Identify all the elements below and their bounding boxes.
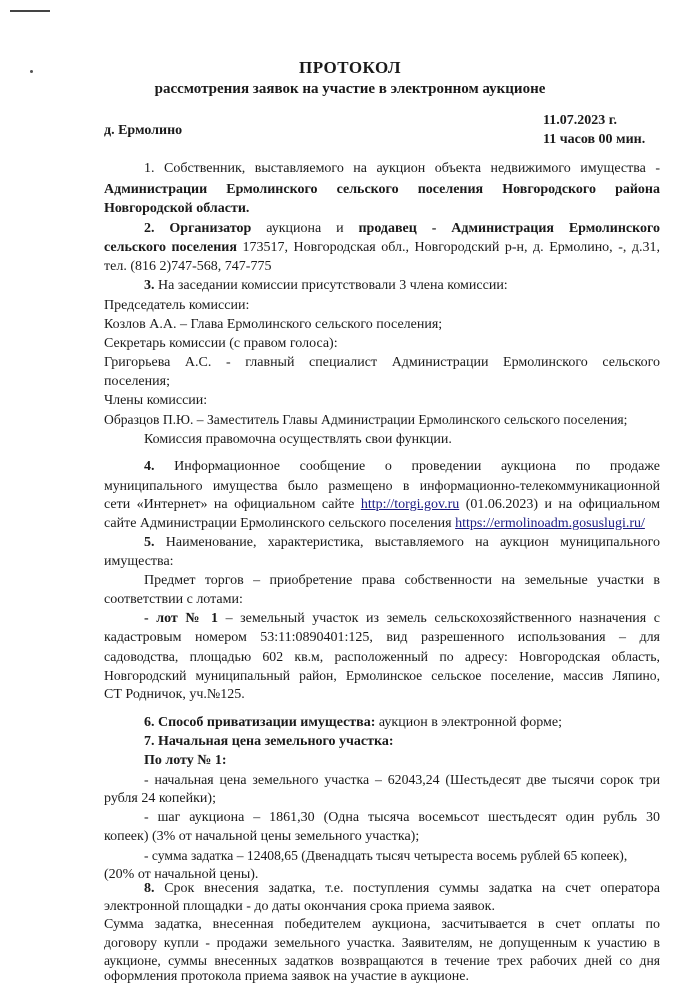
chair-label: Председатель комиссии: xyxy=(104,298,250,313)
p3-num: 3. xyxy=(144,278,155,293)
p5-line-2: имущества: xyxy=(104,554,174,569)
date: 11.07.2023 г. xyxy=(543,113,618,128)
p8-text-1: Срок внесения задатка, т.е. поступления суммы задатка на счет оператора xyxy=(164,881,660,896)
p2-address: 173517, Новгородская обл., Новгородский р-н, д. Ермолино, -, д.31, xyxy=(242,240,660,255)
p2-line-3: тел. (816 2)747-568, 747-775 xyxy=(104,259,272,274)
p4-text-3b: (01.06.2023) и на официальном xyxy=(465,497,661,512)
p6-text: аукцион в электронной форме; xyxy=(378,715,562,730)
p4-text-4a: сайте Администрации Ермолинского сельского поселения xyxy=(104,516,452,531)
p7-line-4: копеек) (3% от начальной цены земельного участка); xyxy=(104,829,420,844)
member: Образцов П.Ю. – Заместитель Главы Администрации Ермолинского сельского поселения; xyxy=(104,412,628,427)
document-subtitle: рассмотрения заявок на участие в электронном аукционе xyxy=(154,81,546,97)
lot-label: - лот № 1 xyxy=(144,611,218,626)
time: 11 часов 00 мин. xyxy=(543,132,646,147)
p8-num: 8. xyxy=(144,881,155,896)
p5-text-5: – земельный участок из земель сельскохозяйственного назначения с xyxy=(225,611,661,626)
p1-line-2: Администрации Ермолинского сельского поселения Новгородского района xyxy=(104,182,660,197)
torgi-link[interactable]: http://torgi.gov.ru xyxy=(360,497,460,512)
p7-line-5: - сумма задатка – 12408,65 (Двенадцать тысяч четыреста восемь рублей 65 копеек), xyxy=(144,848,628,863)
p8-line-2: электронной площадки - до даты окончания срока приема заявок. xyxy=(104,899,495,914)
secretary-label: Секретарь комиссии (с правом голоса): xyxy=(104,336,338,351)
p2-seller: продавец - Администрация Ермолинского xyxy=(358,221,661,236)
p5-line-5 xyxy=(104,610,660,628)
p4-text-3a: сети «Интернет» на официальном сайте xyxy=(104,497,355,512)
p4-num: 4. xyxy=(144,459,155,474)
p8-line-1 xyxy=(104,880,660,898)
p5-text-1: Наименование, характеристика, выставляемого на аукцион муниципального xyxy=(165,535,660,550)
p4-line-3 xyxy=(104,496,660,514)
p6-line xyxy=(144,714,660,732)
p8-line-5: аукционе, суммы внесенных задатков возвращаются в течение трех рабочих дней со дня xyxy=(104,953,660,968)
p7-line-2: рубля 24 копейки); xyxy=(104,791,216,806)
p2-num: 2. xyxy=(144,221,155,236)
members-label: Члены комиссии: xyxy=(104,393,208,408)
p7-label: 7. Начальная цена земельного участка: xyxy=(144,734,394,749)
p2-mid: аукциона и xyxy=(266,221,344,236)
place: д. Ермолино xyxy=(104,123,183,138)
quorum: Комиссия правомочна осуществлять свои функции. xyxy=(144,432,452,447)
ermolino-link[interactable]: https://ermolinoadm.gosuslugi.ru/ xyxy=(455,516,645,531)
p2-seller-cont: сельского поселения xyxy=(104,240,237,255)
p4-line-1 xyxy=(104,458,660,476)
p5-line-7: садоводства, площадью 602 кв.м, расположенный по адресу: Новгородская область, xyxy=(104,649,660,664)
scan-artifact xyxy=(10,10,50,12)
p2-line-1 xyxy=(104,220,660,238)
secretary-line-2: поселения; xyxy=(104,374,170,389)
p1-num: 1. xyxy=(144,161,155,176)
p3-text: На заседании комиссии присутствовали 3 члена комиссии: xyxy=(158,278,508,293)
p5-line-6: кадастровым номером 53:11:0890401:125, вид разрешенного использования – для xyxy=(104,630,660,645)
p5-num: 5. xyxy=(144,535,155,550)
p5-line-8: Новгородский муниципальный район, Ермолинское сельское поселение, массив Ляпино, xyxy=(104,668,660,683)
p8-line-6: оформления протокола приема заявок на участие в аукционе. xyxy=(104,969,469,984)
p4-line-4 xyxy=(104,515,660,533)
p6-label: 6. Способ приватизации имущества: xyxy=(144,715,376,730)
secretary-line-1: Григорьева А.С. - главный специалист Администрации Ермолинского сельского xyxy=(104,355,660,370)
p8-line-4: договору купли - продажи земельного участка. Заявителям, не допущенным к участию в xyxy=(104,935,660,950)
p3-line xyxy=(104,277,660,295)
p1-text-1: Собственник, выставляемого на аукцион объекта недвижимого имущества - xyxy=(163,161,660,176)
p2-line-2 xyxy=(104,239,660,257)
p1-line-3: Новгородской области. xyxy=(104,201,250,216)
p7-line-1: - начальная цена земельного участка – 62043,24 (Шестьдесят две тысячи сорок три xyxy=(144,772,660,787)
chair: Козлов А.А. – Глава Ермолинского сельского поселения; xyxy=(104,317,443,332)
document-title: ПРОТОКОЛ xyxy=(298,58,401,77)
p4-text-1: Информационное сообщение о проведении аукциона по продаже xyxy=(174,459,660,474)
p5-line-3: Предмет торгов – приобретение права собственности на земельные участки в xyxy=(144,573,660,588)
p4-line-2: муниципального имущества было размещено в информационно-телекоммуникационной xyxy=(104,478,660,493)
p5-line-4: соответствии с лотами: xyxy=(104,592,243,607)
p5-line-9: СТ Родничок, уч.№125. xyxy=(104,687,245,702)
p2-organizer: Организатор xyxy=(169,221,252,236)
p7-line-3: - шаг аукциона – 1861,30 (Одна тысяча восемьсот шестьдесят один рубль 30 xyxy=(144,810,660,825)
p7-line-6: (20% от начальной цены). xyxy=(104,867,259,882)
p1-line-1 xyxy=(104,160,660,178)
date-block xyxy=(543,111,645,149)
p8-line-3: Сумма задатка, внесенная победителем аукциона, засчитывается в счет оплаты по xyxy=(104,917,660,932)
p5-line-1 xyxy=(104,534,660,552)
p7-lot: По лоту № 1: xyxy=(144,753,227,768)
